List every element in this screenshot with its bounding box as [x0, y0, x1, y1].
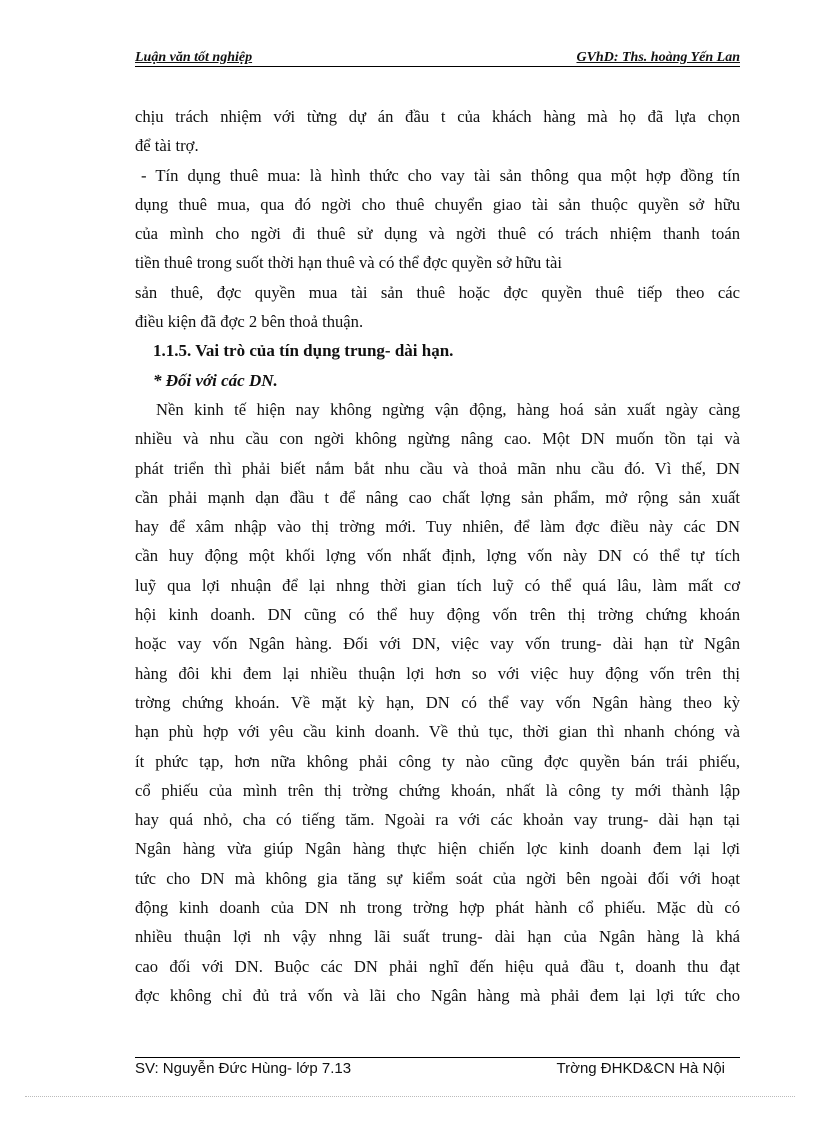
- text-line: luỹ qua lợi nhuận để lại nhng thời gian tích luỹ có thể quá lâu, làm mất cơ: [135, 575, 740, 595]
- text-line: cần huy động một khối lợng vốn nhất định, lợng vốn này DN có thể tự tích: [135, 546, 740, 566]
- text-line: sản thuê, đợc quyền mua tài sản thuê hoặc đợc quyền thuê tiếp theo các: [135, 282, 740, 302]
- text-line: phát triển thì phải biết nắm bắt nhu cầu và thoả mãn nhu cầu đó. Vì thế, DN: [135, 458, 740, 478]
- text-line: hay để xâm nhập vào thị trờng mới. Tuy nhiên, để làm đợc điều này các DN: [135, 517, 740, 537]
- text-line: để tài trợ.: [135, 136, 199, 156]
- page-footer: [135, 1060, 725, 1080]
- footer-student: SV: Nguyễn Đức Hùng- lớp 7.13: [135, 1060, 352, 1077]
- text-line: hội kinh doanh. DN cũng có thể huy động vốn trên thị trờng chứng khoán: [135, 605, 740, 625]
- text-line: hàng đôi khi đem lại nhiều thuận lợi hơn so với việc huy động vốn trên thị: [135, 663, 740, 683]
- header-title: Luận văn tốt nghiệp: [135, 50, 253, 65]
- text-line: - Tín dụng thuê mua: là hình thức cho vay tài sản thông qua một hợp đồng tín: [141, 165, 740, 185]
- text-line: hạn phù hợp với yêu cầu kinh doanh. Về thủ tục, thời gian thì nhanh chóng và: [135, 722, 740, 742]
- page-header: [135, 50, 740, 67]
- text-line: hay quá nhỏ, cha có tiếng tăm. Ngoài ra với các khoản vay trung- dài hạn tại: [135, 810, 740, 830]
- text-line: trờng chứng khoán. Về mặt kỳ hạn, DN có thể vay vốn Ngân hàng theo kỳ: [135, 692, 740, 712]
- text-line: của mình cho ngời đi thuê sử dụng và ngời thuê có trách nhiệm thanh toán: [135, 224, 740, 244]
- text-line: tức cho DN mà không gia tăng sự kiểm soát của ngời bên ngoài đối với hoạt: [135, 868, 740, 888]
- text-line: đợc không chỉ đủ trả vốn và lãi cho Ngân hàng mà phải đem lại lợi tức cho: [135, 985, 740, 1005]
- text-line: cần phải mạnh dạn đầu t để nâng cao chất lợng sản phẩm, mở rộng sản xuất: [135, 487, 740, 507]
- footer-divider: [135, 1057, 740, 1058]
- text-line: điều kiện đã đợc 2 bên thoả thuận.: [135, 312, 364, 332]
- text-line: tiền thuê trong suốt thời hạn thuê và có thể đợc quyền sở hữu tài: [135, 253, 563, 273]
- subsection-heading: * Đối với các DN.: [153, 370, 278, 390]
- footer-school: Trờng ĐHKD&CN Hà Nội: [556, 1060, 725, 1077]
- text-line: Nền kinh tế hiện nay không ngừng vận động, hàng hoá sản xuất ngày càng: [156, 399, 740, 419]
- text-line: nhiều và nhu cầu con ngời không ngừng nâng cao. Một DN muốn tồn tại và: [135, 429, 740, 449]
- text-line: Ngân hàng vừa giúp Ngân hàng thực hiện chiến lợc kinh doanh đem lại lợi: [135, 839, 740, 859]
- text-line: nhiều thuận lợi nh vậy nhng lãi suất trung- dài hạn của Ngân hàng là khá: [135, 927, 740, 947]
- header-advisor: GVhD: Ths. hoàng Yến Lan: [576, 50, 740, 65]
- text-line: cao đối với DN. Buộc các DN phải nghĩ đến hiệu quả đầu t, doanh thu đạt: [135, 956, 740, 976]
- text-line: chịu trách nhiệm với từng dự án đầu t của khách hàng mà họ đã lựa chọn: [135, 107, 740, 126]
- section-heading: 1.1.5. Vai trò của tín dụng trung- dài hạn.: [153, 341, 454, 361]
- text-line: hoặc vay vốn Ngân hàng. Đối với DN, việc vay vốn trung- dài hạn từ Ngân: [135, 634, 740, 654]
- text-line: dụng thuê mua, qua đó ngời cho thuê chuyển giao tài sản thuộc quyền sở hữu: [135, 194, 740, 214]
- document-body: [135, 102, 740, 1010]
- text-line: ít phức tạp, hơn nữa không phải công ty nào cũng đợc quyền bán trái phiếu,: [135, 751, 740, 771]
- page-boundary: [25, 1096, 795, 1097]
- text-line: động kinh doanh của DN nh trong trờng hợp phát hành cổ phiếu. Mặc dù có: [135, 898, 740, 918]
- text-line: cổ phiếu của mình trên thị trờng chứng khoán, nhất là công ty mới thành lập: [135, 780, 740, 800]
